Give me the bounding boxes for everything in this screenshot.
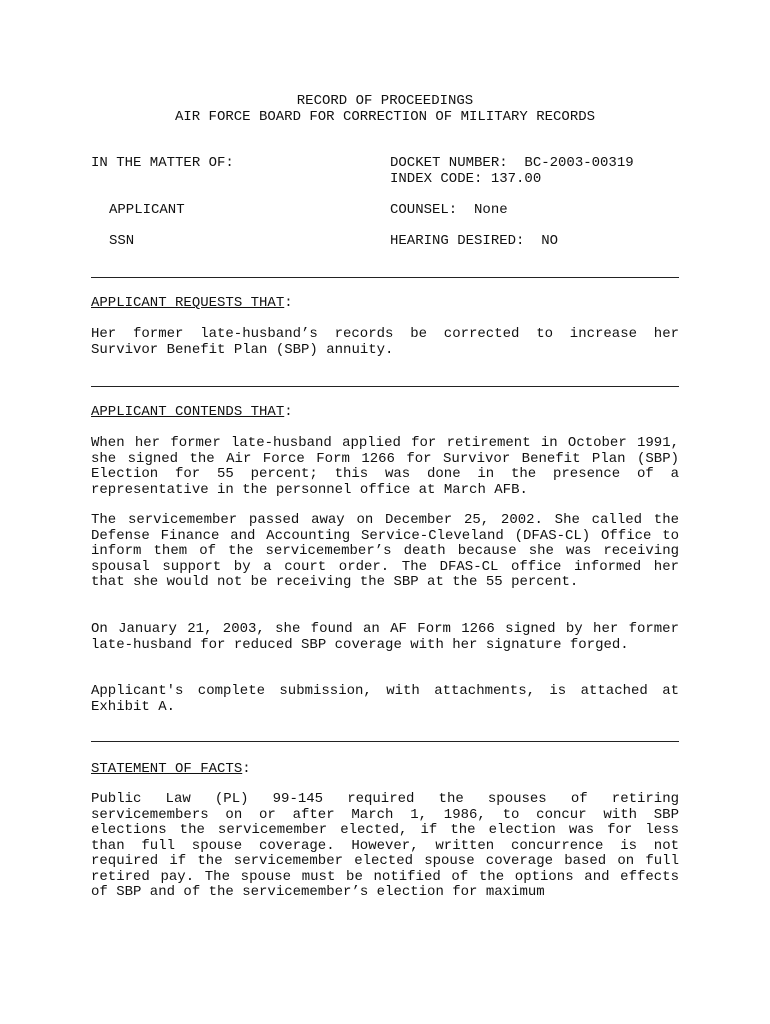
- section-divider: [91, 386, 679, 387]
- section-heading-contends: APPLICANT CONTENDS THAT:: [91, 404, 293, 420]
- applicant-label: APPLICANT: [109, 202, 185, 218]
- contends-paragraph-2: The servicemember passed away on December 25, 2002. She called the Defense Finance and Accounting Service-Cleveland (DFAS-CL) Office to inform them of the servicemember’s death because she was receiving spousal support by a court order. The DFAS-CL office informed her that she would not be receiving the SBP at the 55 percent.: [91, 512, 679, 590]
- requests-paragraph: Her former late-husband’s records be corrected to increase her Survivor Benefit Plan (SBP) annuity.: [91, 326, 679, 358]
- ssn-label: SSN: [109, 233, 135, 249]
- hearing-desired: HEARING DESIRED: NO: [390, 233, 559, 249]
- section-divider: [91, 277, 679, 278]
- section-heading-requests: APPLICANT REQUESTS THAT:: [91, 295, 293, 311]
- index-code: INDEX CODE: 137.00: [390, 171, 542, 187]
- contends-paragraph-3: On January 21, 2003, she found an AF Form 1266 signed by her former late-husband for reduced SBP coverage with her signature forged.: [91, 621, 679, 653]
- docket-number: DOCKET NUMBER: BC-2003-00319: [390, 155, 634, 171]
- section-heading-facts: STATEMENT OF FACTS:: [91, 761, 251, 777]
- document-title: RECORD OF PROCEEDINGS: [296, 93, 474, 109]
- contends-paragraph-1: When her former late-husband applied for retirement in October 1991, she signed the Air Force Form 1266 for Survivor Benefit Plan (SBP) Election for 55 percent; this was done in the presence of a representative in the personnel office at March AFB.: [91, 435, 679, 498]
- document-subtitle: AIR FORCE BOARD FOR CORRECTION OF MILITARY RECORDS: [174, 109, 596, 125]
- facts-paragraph-1: Public Law (PL) 99-145 required the spouses of retiring servicemembers on or after March 1, 1986, to concur with SBP elections the servicemember elected, if the election was for less than full spouse coverage. However, written concurrence is not required if the servicemember elected spouse coverage based on full retired pay. The spouse must be notified of the options and effects of SBP and of the servicemember’s election for maximum: [91, 791, 679, 900]
- matter-label: IN THE MATTER OF:: [91, 155, 234, 171]
- contends-paragraph-4: Applicant's complete submission, with attachments, is attached at Exhibit A.: [91, 683, 679, 715]
- counsel: COUNSEL: None: [390, 202, 508, 218]
- section-divider: [91, 741, 679, 742]
